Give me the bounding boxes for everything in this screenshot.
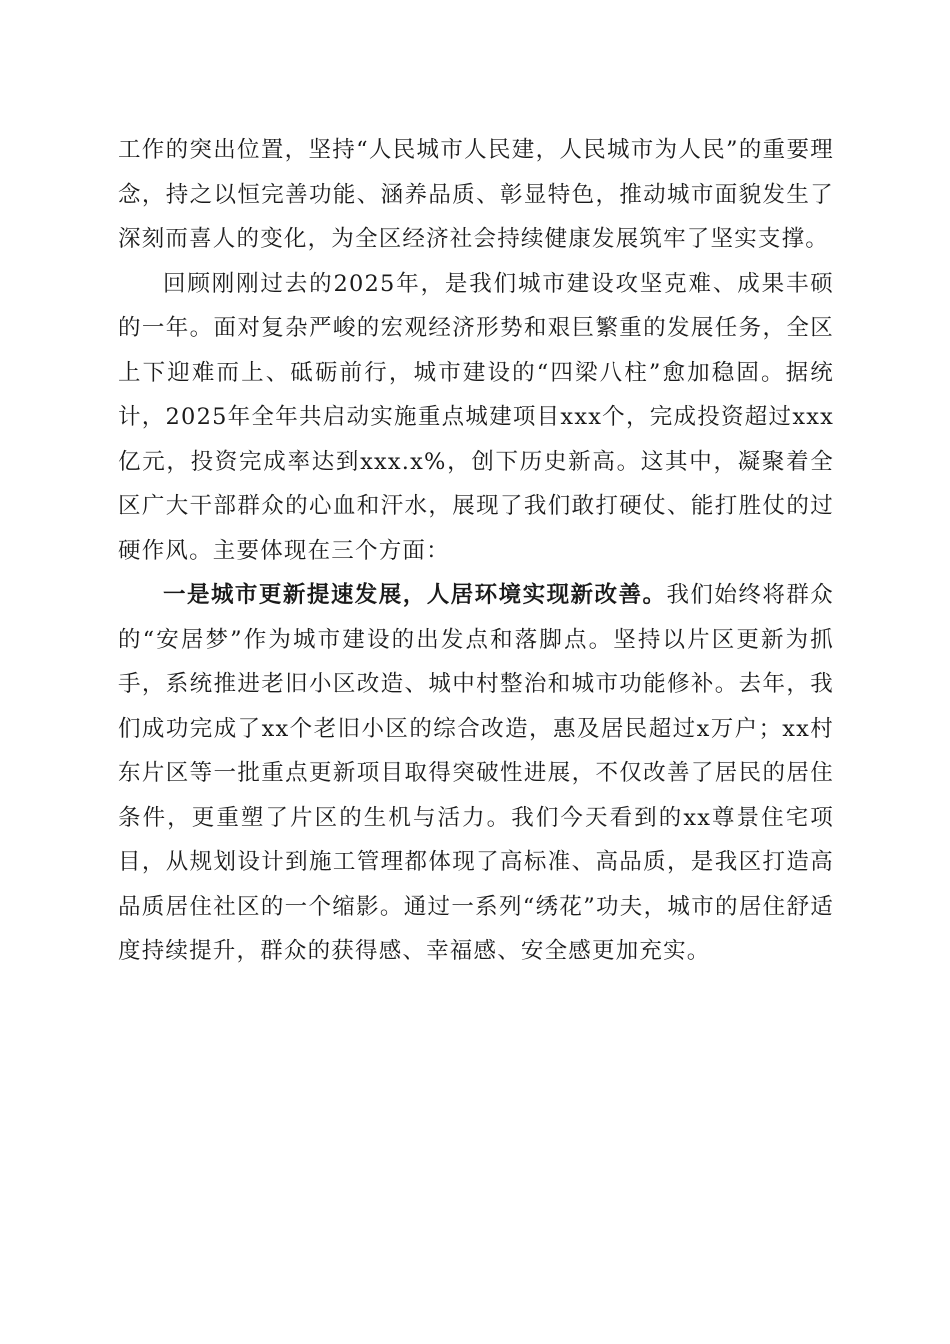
paragraph-text: 工作的突出位置，坚持“人民城市人民建，人民城市为人民”的重要理念，持之以恒完善功能、涵养品质、彰显特色，推动城市面貌发生了深刻而喜人的变化，为全区经济社会持续健康发展筑牢了坚实支撑。 (118, 137, 834, 252)
paragraph-lead: 一是城市更新提速发展，人居环境实现新改善。 (163, 582, 667, 608)
paragraph-review-2025 (118, 262, 834, 574)
paragraph-urban-renewal (118, 573, 834, 974)
paragraph-intro (118, 128, 834, 262)
paragraph-text: 回顾刚刚过去的2025年，是我们城市建设攻坚克难、成果丰硕的一年。面对复杂严峻的宏观经济形势和艰巨繁重的发展任务，全区上下迎难而上、砥砺前行，城市建设的“四梁八柱”愈加稳固。据统计，2025年全年共启动实施重点城建项目xxx个，完成投资超过xxx亿元，投资完成率达到xxx.x%，创下历史新高。这其中，凝聚着全区广大干部群众的心血和汗水，展现了我们敢打硬仗、能打胜仗的过硬作风。主要体现在三个方面： (118, 270, 834, 564)
paragraph-text: 我们始终将群众的“安居梦”作为城市建设的出发点和落脚点。坚持以片区更新为抓手，系统推进老旧小区改造、城中村整治和城市功能修补。去年，我们成功完成了xx个老旧小区的综合改造，惠及居民超过x万户；xx村东片区等一批重点更新项目取得突破性进展，不仅改善了居民的居住条件，更重塑了片区的生机与活力。我们今天看到的xx尊景住宅项目，从规划设计到施工管理都体现了高标准、高品质，是我区打造高品质居住社区的一个缩影。通过一系列“绣花”功夫，城市的居住舒适度持续提升，群众的获得感、幸福感、安全感更加充实。 (118, 582, 834, 964)
document-body (118, 128, 834, 974)
